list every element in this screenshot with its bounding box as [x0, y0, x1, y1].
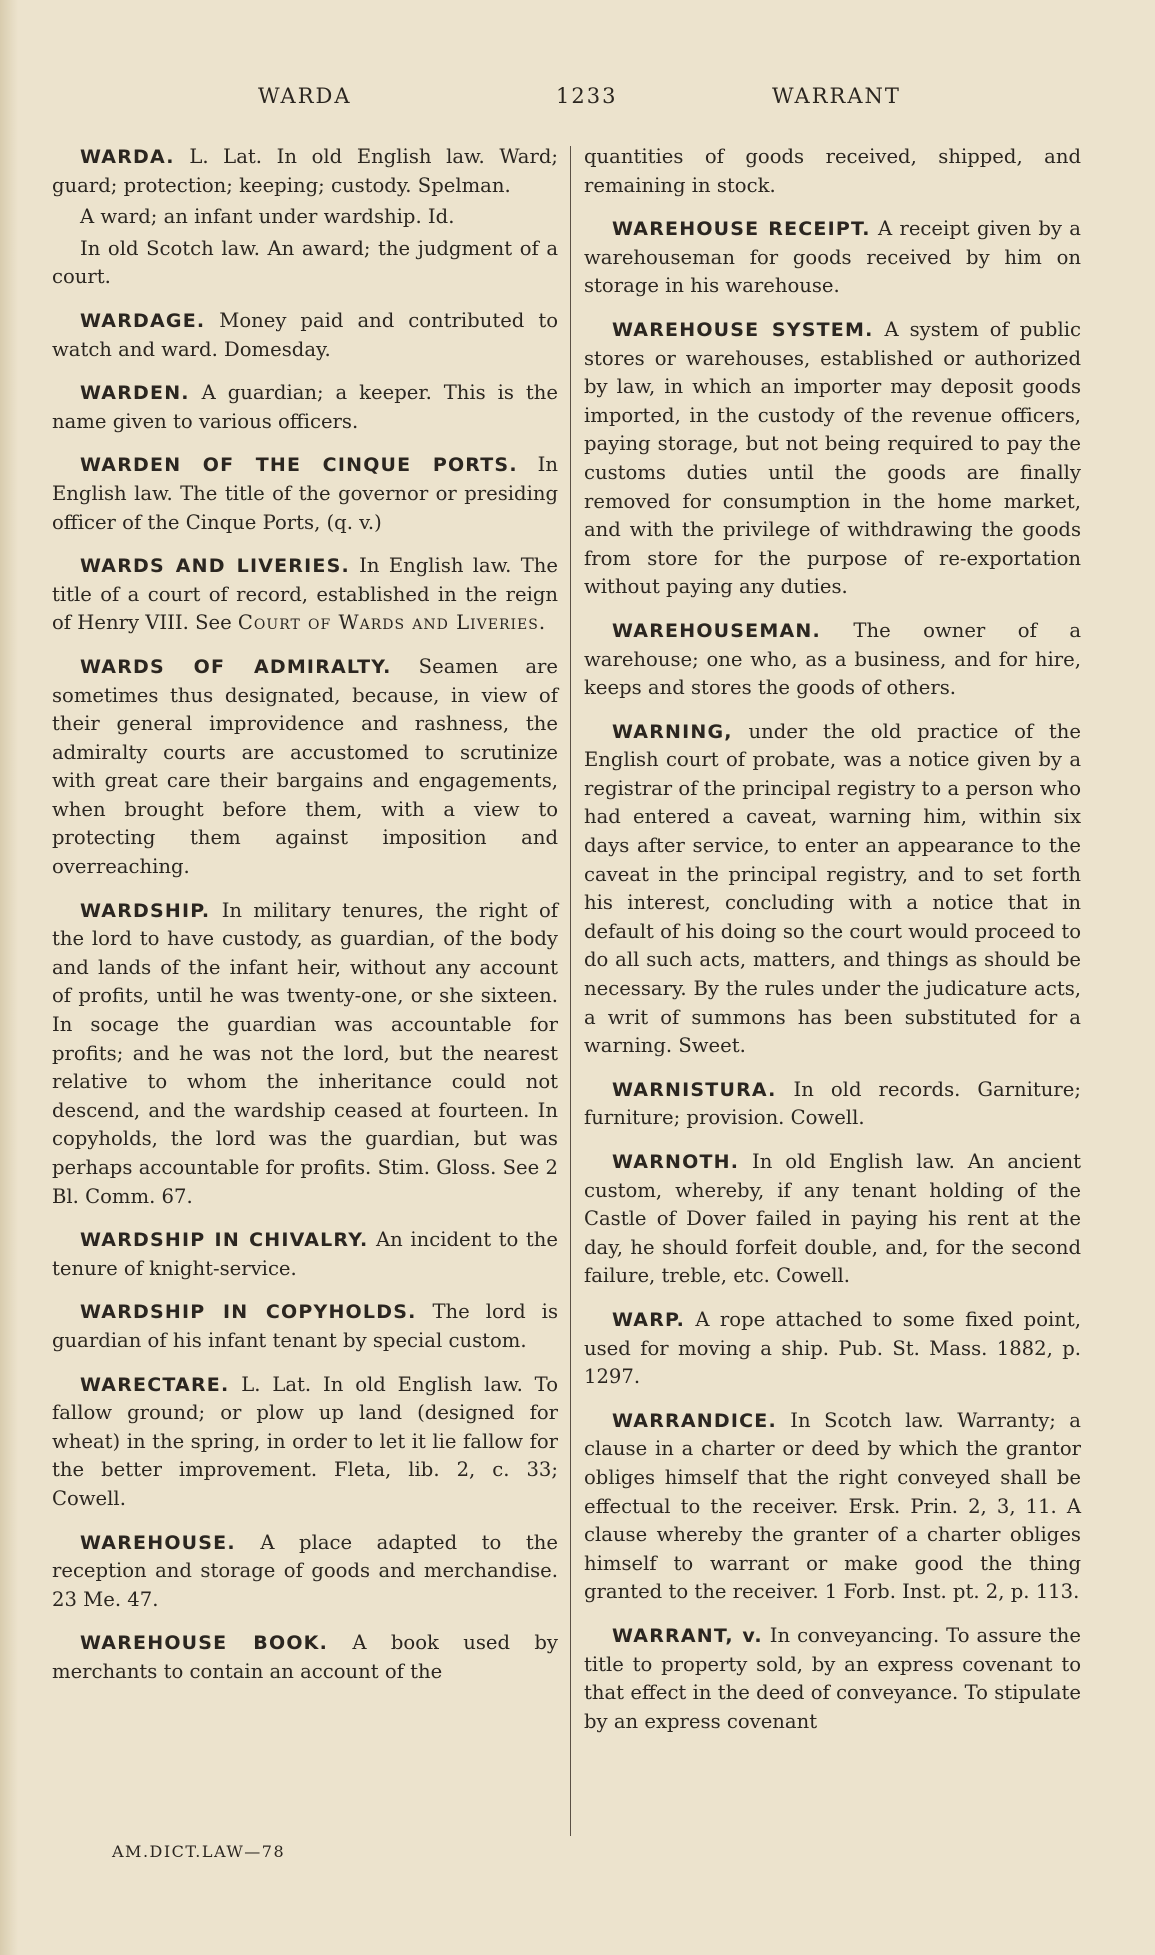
right-column [584, 143, 1081, 1751]
entry-definition: An incident to the tenure of knight-service. [52, 1228, 558, 1280]
dictionary-entry [52, 143, 558, 200]
page-edge-shadow [0, 0, 18, 1955]
entry-definition: In old Scotch law. An award; the judgment of a court. [52, 236, 558, 289]
entry-definition: L. Lat. In old English law. Ward; guard; protection; keeping; custody. Spelman. [52, 145, 558, 197]
entry-headword: WAREHOUSEMAN. [612, 619, 821, 642]
dictionary-entry [52, 307, 558, 364]
dictionary-entry [52, 235, 558, 292]
entry-definition: A ward; an infant under wardship. Id. [80, 205, 455, 229]
dictionary-entry [584, 1622, 1081, 1736]
entry-definition: The owner of a warehouse; one who, as a business, and for hire, keeps and stores the goods of others. [584, 618, 1081, 700]
entry-headword: WAREHOUSE RECEIPT. [612, 218, 871, 241]
entry-definition: A guardian; a keeper. This is the name given to various officers. [52, 381, 558, 433]
dictionary-entry [52, 1629, 558, 1686]
entry-definition: A book used by merchants to contain an account of the [52, 1631, 559, 1683]
dictionary-entry [52, 1298, 558, 1355]
entry-headword: WARNOTH. [612, 1151, 740, 1173]
entry-definition: under the old practice of the English court of probate, was a notice given by a registrar of the principal registry to a person who had entered a caveat, warning him, within six days after service, to enter an appearance to the caveat in the principal registry, and to set forth his interest, concluding with a notice that in default of his doing so the court would proceed to do all such acts, matters, and things as should be necessary. By the rules under the judicature acts, a writ of summons has been substituted for a warning. Sweet. [584, 719, 1081, 1058]
entry-headword: WARDS OF ADMIRALTY. [80, 655, 392, 678]
entry-definition: The lord is guardian of his infant tenant by special custom. [52, 1300, 558, 1352]
dictionary-entry [52, 1529, 558, 1615]
entry-definition: In English law. The title of the governor or presiding officer of the Cinque Ports, (q. v.) [52, 453, 558, 534]
entry-headword: WARDSHIP. [80, 899, 211, 922]
dictionary-entry [52, 1371, 558, 1514]
entry-definition: L. Lat. In old English law. To fallow ground; or plow up land (designed for wheat) in the spring, in order to let it lie fallow for the better improvement. Fleta, lib. 2, c. 33; Cowell. [52, 1372, 558, 1510]
entry-headword: WARNISTURA. [612, 1078, 777, 1101]
dictionary-entry [584, 1148, 1081, 1291]
column-divider [570, 146, 571, 1836]
entry-definition: Money paid and contributed to watch and ward. Domesday. [52, 308, 558, 361]
entry-definition: A rope attached to some fixed point, used for moving a ship. Pub. St. Mass. 1882, p. 1297. [584, 1307, 1081, 1389]
left-column [52, 143, 558, 1702]
entry-headword: WARECTARE. [80, 1373, 230, 1396]
entry-headword: WARRANDICE. [612, 1409, 777, 1432]
dictionary-entry [584, 718, 1081, 1061]
page-number: 1233 [556, 84, 618, 108]
dictionary-entry [584, 215, 1081, 301]
entry-definition: In military tenures, the right of the lord to have custody, as guardian, of the body and lands of the infant heir, without any account of profits, until he was twenty-one, or she sixteen. In socage the guardian was accountable for profits; and he was not the lord, but the nearest relative to whom the inheritance could not descend, and the wardship ceased at fourteen. In copyholds, the lord was the guardian, but was perhaps accountable for profits. Stim. Gloss. See 2 Bl. Comm. 67. [52, 898, 558, 1208]
dictionary-entry [584, 143, 1081, 200]
dictionary-entry [584, 617, 1081, 703]
entry-headword: WARRANT, v. [612, 1624, 763, 1647]
entry-headword: WAREHOUSE. [80, 1531, 236, 1554]
entry-headword: WARDA. [80, 146, 175, 168]
dictionary-entry [584, 316, 1081, 602]
dictionary-entry [584, 1407, 1081, 1607]
entry-definition: In Scotch law. Warranty; a clause in a charter or deed by which the grantor obliges himself that the right conveyed shall be effectual to the receiver. Ersk. Prin. 2, 3, 11. A clause whereby the granter of a charter obliges himself to warrant or make good the thing granted to the receiver. 1 Forb. Inst. pt. 2, p. 113. [584, 1408, 1081, 1604]
entry-headword: WARDSHIP IN CHIVALRY. [80, 1229, 369, 1252]
entry-definition: A receipt given by a warehouseman for goods received by him on storage in his warehouse. [584, 217, 1081, 298]
entry-definition: In conveyancing. To assure the title to property sold, by an express covenant to that effect in the deed of conveyance. To stipulate by an express covenant [584, 1623, 1081, 1733]
entry-definition: In old records. Garniture; furniture; provision. Cowell. [584, 1077, 1081, 1130]
entry-headword: WARDEN OF THE CINQUE PORTS. [80, 454, 518, 477]
signature-mark: AM.DICT.LAW—78 [112, 1842, 286, 1861]
dictionary-entry [52, 552, 558, 638]
entry-definition: quantities of goods received, shipped, and remaining in stock. [584, 145, 1081, 197]
entry-headword: WARDEN. [80, 382, 190, 405]
entry-definition: Seamen are sometimes thus designated, because, in view of their general improvidence and rashness, the admiralty courts are accustomed to scrutinize with great care their bargains and engagements, when brought before them, with a view to protecting them against imposition and overreaching. [52, 654, 558, 879]
entry-headword: WARP. [612, 1308, 686, 1331]
entry-headword: WARDSHIP IN COPYHOLDS. [80, 1301, 417, 1324]
dictionary-entry [584, 1306, 1081, 1392]
dictionary-entry [52, 653, 558, 882]
dictionary-entry [52, 897, 558, 1212]
entry-headword: WARDAGE. [80, 309, 206, 332]
entry-headword: WAREHOUSE BOOK. [80, 1632, 329, 1655]
entry-definition: A place adapted to the reception and storage of goods and merchandise. 23 Me. 47. [52, 1530, 558, 1611]
entry-headword: WARDS AND LIVERIES. [80, 555, 350, 578]
running-head-right: WARRANT [772, 84, 901, 108]
entry-definition: In old English law. An ancient custom, whereby, if any tenant holding of the Castle of Dover failed in paying his rent at the day, he should forfeit double, and, for the second failure, treble, etc. Cowell. [584, 1150, 1081, 1288]
entry-definition: A system of public stores or warehouses, established or authorized by law, in which an importer may deposit goods imported, in the custody of the revenue officers, paying storage, but not being required to pay the customs duties until the goods are finally removed for consumption in the home market, and with the privilege of withdrawing the goods from store for the purpose of re-exportation without paying any duties. [584, 317, 1081, 599]
cross-reference: Court of Wards and Liveries. [237, 611, 547, 635]
dictionary-entry [52, 203, 558, 232]
entry-definition: In English law. The title of a court of record, established in the reign of Henry VIII. See [52, 554, 558, 635]
entry-headword: WAREHOUSE SYSTEM. [612, 318, 874, 341]
dictionary-entry [584, 1076, 1081, 1133]
dictionary-entry [52, 451, 558, 537]
running-head-left: WARDA [258, 84, 352, 108]
entry-headword: WARNING, [612, 720, 733, 743]
dictionary-entry [52, 379, 558, 436]
dictionary-entry [52, 1226, 558, 1283]
